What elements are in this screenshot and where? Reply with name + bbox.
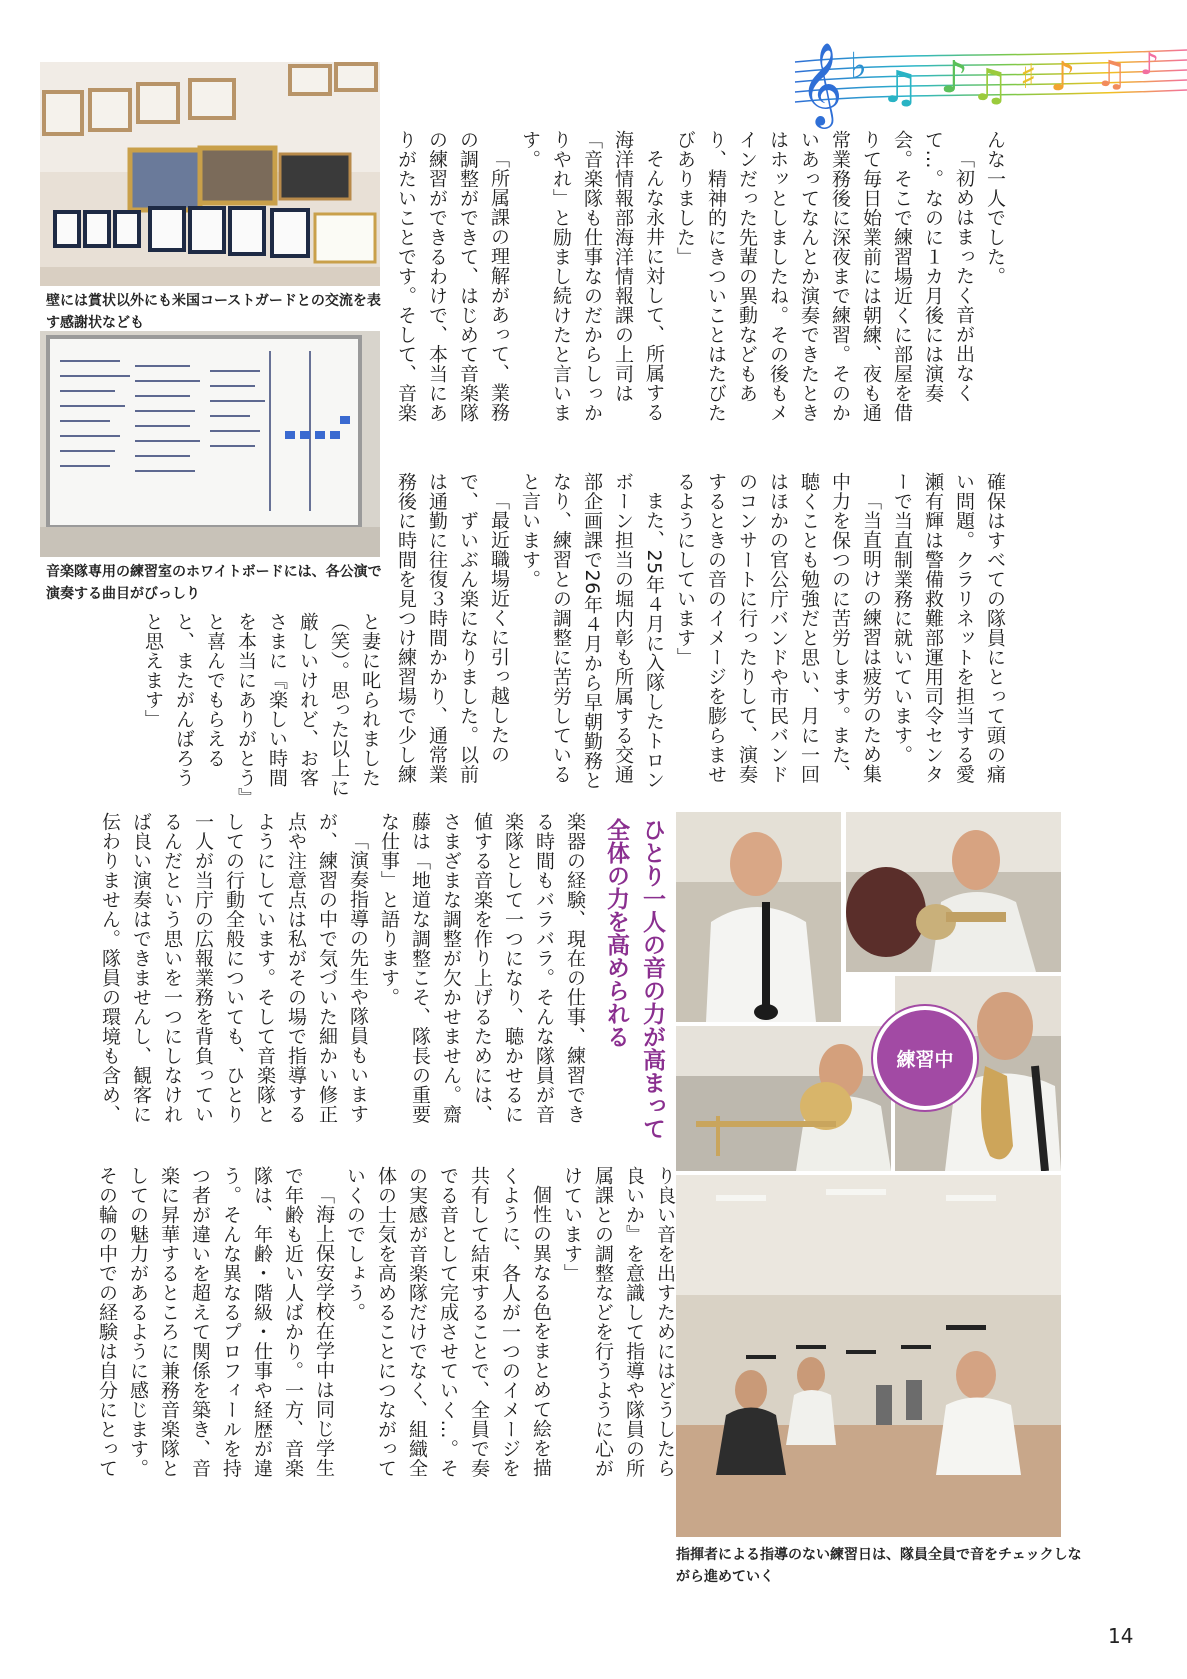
svg-text:♪: ♪ (1140, 47, 1160, 82)
paragraph: 「演奏指導の先生や隊員もいますが、練習の中で気づいた細かい修正点や注意点は私がその場で指導するようにしています。そして音楽隊としての行動全般についても、ひとり一人が当庁の広報業務を背負っているんだという思いを一つにしなければ良い演奏はできませんし、観客に伝わりません。隊員の環境も含め、 (99, 812, 369, 1124)
article-column-middle-right (390, 472, 1010, 802)
wall-certificates-photo (40, 62, 380, 286)
page-number: 14 (1108, 1624, 1134, 1648)
svg-text:♯: ♯ (1020, 57, 1037, 97)
svg-text:♪: ♪ (1050, 54, 1076, 100)
paragraph: 「当直明けの練習は疲労のため集中力を保つのに苦労します。また、聴くことも勉強だと思い、月に一回はほかの官公庁バンドや市民バンドのコンサートに行ったりして、演奏するときの音のイメージを膨らませるようにしています」 (674, 472, 882, 784)
paragraph: 個性の異なる色をまとめて絵を描くように、各人が一つのイメージを共有して結束することで、全員で奏でる音として完成させていく…。その実感が音楽隊だけでなく、組織全体の士気を高めることにつながっていくのでしょう。 (344, 1166, 552, 1478)
wall-photo-caption: 壁には賞状以外にも米国コーストガードとの交流を表す感謝状なども (46, 293, 381, 331)
svg-text:♪: ♪ (940, 52, 969, 103)
practice-badge: 練習中 (873, 1006, 977, 1110)
svg-text:♭: ♭ (850, 46, 867, 87)
paragraph: 「初めはまったく音が出なくて…。なのに１カ月後には演奏会。そこで練習場近くに部屋を借りて毎日始業前には朝練、夜も通常業務後に深夜まで練習。そのかいあってなんとか演奏できたときはホッとしましたね。その後もメインだった先輩の異動などもあり、精神的にきついことはたびたびありました」 (674, 130, 975, 423)
paragraph: そんな永井に対して、所属する海洋情報部海洋情報課の上司は「音楽隊も仕事なのだからしっかりやれ」と励まし続けたと言います。 (519, 130, 665, 423)
whiteboard-photo (40, 331, 380, 557)
svg-text:♫: ♫ (880, 62, 920, 113)
rehearsal-hall-photo (676, 1175, 1061, 1537)
paragraph: と妻に叱られました（笑）。思った以上に厳しいけれど、お客さまに『楽しい時間を本当にありがとう』と喜んでもらえると、またがんばろうと思えます」 (142, 612, 381, 798)
svg-text:♫: ♫ (970, 60, 1010, 111)
whiteboard-photo-caption: 音楽隊専用の練習室のホワイトボードには、各公演で演奏する曲目がびっしり (46, 564, 382, 602)
paragraph: 「所属課の理解があって、業務の調整ができて、はじめて音楽隊の練習ができるわけで、本当にありがたいことです。そして、音楽 (395, 130, 510, 423)
trombone-player-photo (676, 1026, 891, 1171)
article-column-middle-left (125, 612, 385, 802)
paragraph: り良い音を出すためにはどうしたら良いか』を意識して指導や隊員の所属課との調整などを行うように心がけています」 (561, 1166, 676, 1478)
clarinet-player-photo (676, 812, 841, 1022)
svg-text:𝄞: 𝄞 (800, 41, 843, 125)
paragraph: 楽器の経験、現在の仕事、練習できる時間もバラバラ。そんな隊員が音楽隊として一つになり、聴かせるに値する音楽を作り上げるためには、さまざまな調整が欠かせません。齋藤は「地道な調整こそ、隊長の重要な仕事」と語ります。 (378, 812, 586, 1124)
paragraph: 確保はすべての隊員にとって頭の痛い問題。クラリネットを担当する愛瀬有輝は警備救難部運用司令センターで当直制業務に就いています。 (891, 472, 1006, 784)
paragraph: んな一人でした。 (984, 130, 1006, 286)
trumpet-player-photo (846, 812, 1061, 972)
svg-text:♫: ♫ (1095, 54, 1128, 95)
paragraph: 「最近職場近くに引っ越したので、ずいぶん楽になりました。以前は通勤に往復３時間かかり、通常業務後に時間を見つけ練習場で少し練 (395, 472, 510, 784)
paragraph: 「海上保安学校在学中は同じ学生で年齢も近い人ばかり。一方、音楽隊は、年齢・階級・仕事や経歴が違う。そんな異なるプロフィールを持つ者が違いを超えて関係を築き、音楽に昇華するところに兼務音楽隊としての魅力があるように感じます。その輪の中での経験は自分にとって (96, 1166, 335, 1478)
article-column-bottom-right (90, 1166, 680, 1478)
article-column-bottom-left (90, 812, 590, 1124)
section-heading: ひとり一人の音の力が高まって全体の力を高められる (603, 818, 665, 1140)
paragraph: また、25年４月に入隊したトロンボーン担当の堀内彰も所属する交通部企画課で26年４月から早朝勤務となり、練習との調整に苦労していると言います。 (519, 472, 665, 790)
rehearsal-hall-caption: 指揮者による指導のない練習日は、隊員全員で音をチェックしながら進めていく (676, 1547, 1082, 1585)
article-column-top-right (390, 130, 1010, 440)
